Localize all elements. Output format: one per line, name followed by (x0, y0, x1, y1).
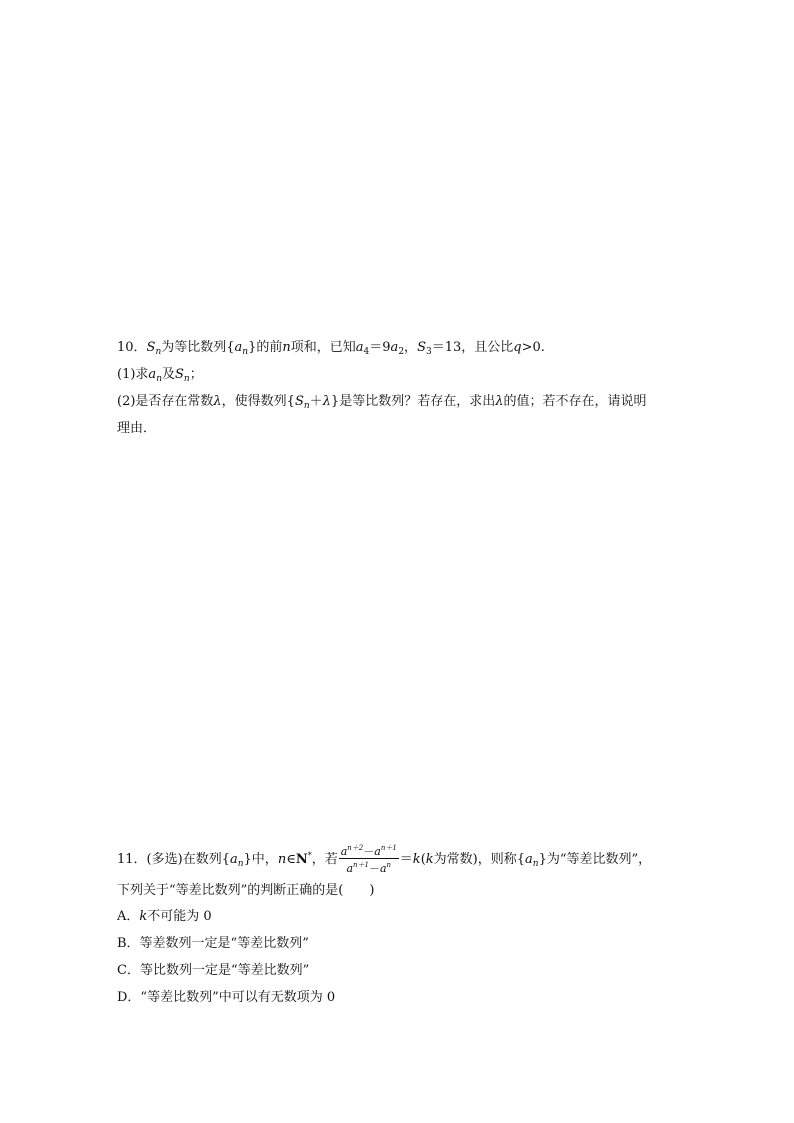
q11-number: 11． (117, 852, 147, 867)
q11-option-c: C．等比数列一定是“等差比数列” (117, 963, 310, 978)
fraction-denominator: $a^{n+1}-a^n$ (346, 861, 392, 875)
ratio-fraction (339, 842, 399, 875)
q10-part1: (1)求$a_n$及$S_n$； (117, 367, 203, 384)
q10-line1: 10．$S_n$为等比数列$\{a_n\}$的前n项和，已知$a_4=9a_2$，$S_3=13$，且公比q>0. (117, 340, 545, 357)
q11-intro: 11．(多选)在数列$\{a_n\}$中，n∈N*，若 $\frac{a^{n+2}-a^{n+1}}{a^{n+1}-a^n}$ ＝k(k为常数)，则称$\{a_n\}$为“等差比数列”， (117, 844, 652, 875)
q11-line2: 下列关于“等差比数列”的判断正确的是( ) (117, 883, 375, 898)
fraction-numerator: $a^{n+2}-a^{n+1}$ (340, 844, 397, 858)
q10-number: 10． (117, 340, 147, 355)
q11-option-d: D．“等差比数列”中可以有无数项为 0 (117, 990, 336, 1005)
q11-option-b: B．等差数列一定是“等差比数列” (117, 936, 309, 951)
q10-part2-line2: 理由． (117, 421, 157, 436)
q11-option-a: A．k不可能为 0 (117, 909, 212, 924)
q10-part2: (2)是否存在常数λ，使得数列$\{S_n+\lambda\}$是等比数列？若存在，求出λ的值；若不存在，请说明 (117, 394, 647, 411)
